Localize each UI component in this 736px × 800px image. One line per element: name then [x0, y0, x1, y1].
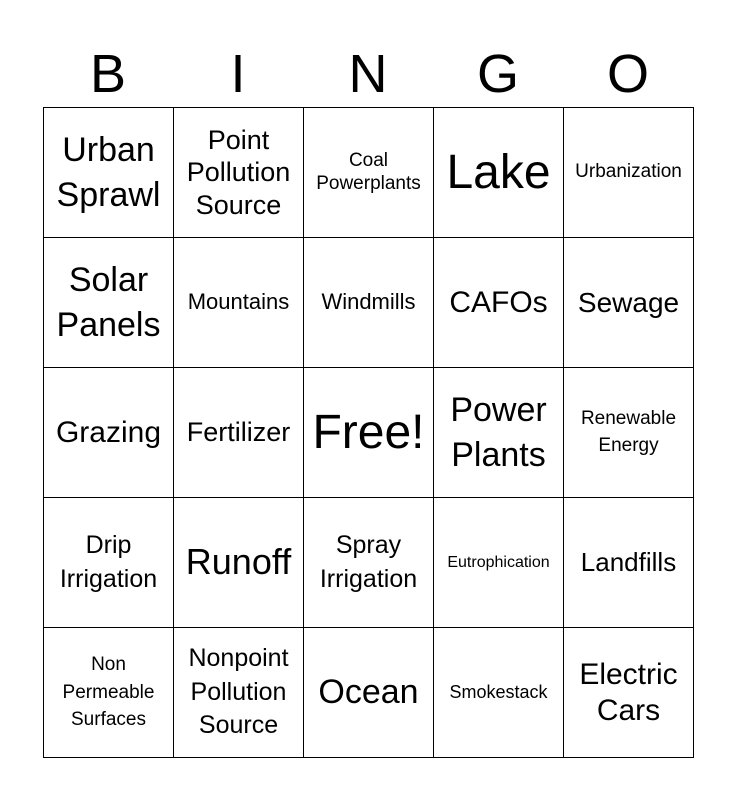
cell-text: Ocean: [318, 673, 419, 712]
cell-text: Free!: [312, 405, 425, 459]
bingo-cell[interactable]: [174, 368, 304, 498]
header-letter-i: I: [230, 44, 246, 104]
bingo-card: [43, 107, 694, 758]
bingo-cell[interactable]: [564, 498, 694, 628]
bingo-cell[interactable]: [174, 108, 304, 238]
bingo-cell[interactable]: [434, 498, 564, 628]
cell-text: Urban Sprawl: [56, 131, 161, 214]
cell-text: Point Pollution Source: [186, 124, 291, 220]
bingo-cell[interactable]: [44, 498, 174, 628]
bingo-cell[interactable]: [174, 628, 304, 758]
cell-text: Nonpoint Pollution Source: [188, 643, 289, 740]
cell-text: Eutrophication: [447, 553, 550, 571]
bingo-cell[interactable]: [564, 238, 694, 368]
bingo-header: [43, 40, 693, 108]
cell-text: Lake: [446, 145, 551, 199]
cell-text: Drip Irrigation: [59, 530, 158, 593]
cell-text: Fertilizer: [186, 417, 291, 448]
cell-text: Spray Irrigation: [319, 530, 418, 593]
cell-text: Coal Powerplants: [316, 149, 421, 194]
bingo-cell[interactable]: [44, 368, 174, 498]
cell-text: Runoff: [185, 541, 292, 583]
bingo-cell[interactable]: [44, 628, 174, 758]
bingo-cell[interactable]: [304, 368, 434, 498]
header-letter-b: B: [89, 44, 127, 104]
bingo-cell[interactable]: [434, 108, 564, 238]
cell-text: Electric Cars: [579, 657, 678, 727]
bingo-cell[interactable]: [304, 628, 434, 758]
cell-text: Solar Panels: [56, 261, 161, 344]
bingo-cell[interactable]: [304, 108, 434, 238]
header-letter-g: G: [476, 44, 519, 104]
bingo-cell[interactable]: [434, 238, 564, 368]
cell-text: CAFOs: [449, 285, 548, 319]
bingo-cell[interactable]: [434, 628, 564, 758]
header-letter-n: N: [348, 44, 388, 104]
bingo-cell[interactable]: [174, 498, 304, 628]
cell-text: Non Permeable Surfaces: [62, 654, 155, 731]
cell-text: Grazing: [55, 415, 162, 449]
bingo-cell[interactable]: [304, 498, 434, 628]
header-letter-o: O: [606, 44, 649, 104]
bingo-cell[interactable]: [564, 108, 694, 238]
cell-text: Power Plants: [450, 391, 547, 474]
bingo-cell[interactable]: [564, 368, 694, 498]
cell-text: Smokestack: [449, 681, 548, 702]
bingo-cell[interactable]: [564, 628, 694, 758]
cell-text: Mountains: [187, 289, 290, 315]
bingo-cell[interactable]: [44, 108, 174, 238]
cell-text: Renewable Energy: [580, 407, 677, 456]
cell-text: Sewage: [577, 286, 680, 318]
cell-text: Landfills: [580, 546, 677, 577]
bingo-cell[interactable]: [434, 368, 564, 498]
cell-text: Windmills: [321, 289, 416, 315]
cell-text: Urbanization: [575, 161, 682, 183]
bingo-cell[interactable]: [304, 238, 434, 368]
bingo-cell[interactable]: [174, 238, 304, 368]
bingo-cell[interactable]: [44, 238, 174, 368]
